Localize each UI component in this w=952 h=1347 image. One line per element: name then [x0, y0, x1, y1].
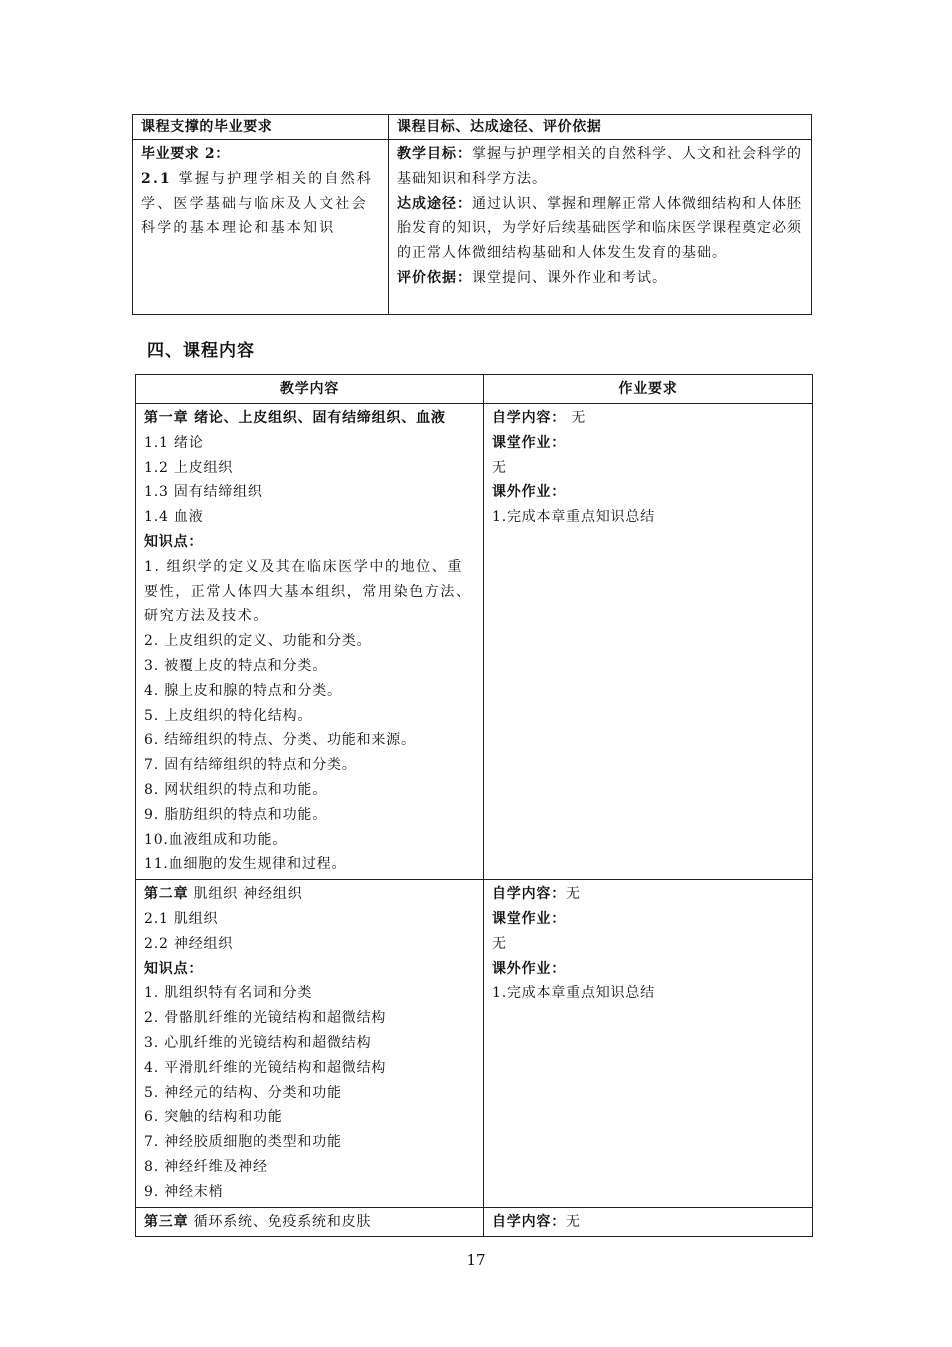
section-title: 四、课程内容	[147, 341, 255, 361]
achievement-path	[397, 192, 803, 266]
chapter-2-title-label: 第二章	[144, 886, 189, 903]
chapter-3-row	[136, 1207, 813, 1237]
header-cell-homework: 作业要求	[484, 375, 813, 404]
topic-item: 1.3 固有结缔组织	[144, 484, 263, 501]
self-study-value: 无	[566, 1213, 581, 1230]
homework-label: 课外作业：	[492, 960, 566, 977]
teaching-goal	[397, 142, 803, 192]
requirement-item-number: 2.1	[141, 170, 172, 187]
knowledge-point: 2. 上皮组织的定义、功能和分类。	[144, 633, 372, 650]
chapter-2-title	[144, 882, 475, 907]
homework-value: 1.完成本章重点知识总结	[492, 509, 655, 526]
knowledge-point: 1. 肌组织特有名词和分类	[144, 985, 313, 1002]
knowledge-point: 9. 脂肪组织的特点和功能。	[144, 806, 328, 823]
knowledge-point: 11.血细胞的发生规律和过程。	[144, 856, 347, 873]
requirement-item-text: 掌握与护理学相关的自然科学、医学基础与临床及人文社会科学的基本理论和基本知识	[141, 170, 374, 237]
knowledge-point: 6. 突触的结构和功能	[144, 1109, 283, 1126]
self-study-value: 无	[566, 886, 581, 903]
knowledge-point: 1. 组织学的定义及其在临床医学中的地位、重要性，正常人体四大基本组织，常用染色方法、研究方法及技术。	[144, 558, 472, 625]
self-study	[492, 882, 804, 907]
homework-label: 课外作业：	[492, 484, 566, 501]
classwork-value: 无	[492, 935, 507, 952]
requirement-cell	[133, 140, 389, 315]
self-study	[492, 1210, 804, 1235]
self-study-label: 自学内容：	[492, 886, 566, 903]
classwork-label: 课堂作业：	[492, 434, 566, 451]
knowledge-point: 2. 骨骼肌纤维的光镜结构和超微结构	[144, 1010, 387, 1027]
evaluation-basis	[397, 266, 803, 291]
header-cell-objectives: 课程目标、达成途径、评价依据	[389, 115, 812, 140]
table-header-row	[136, 375, 813, 404]
homework-value: 1.完成本章重点知识总结	[492, 985, 655, 1002]
knowledge-point: 4. 腺上皮和腺的特点和分类。	[144, 682, 342, 699]
header-cell-content: 教学内容	[136, 375, 484, 404]
chapter-2-title-text: 肌组织 神经组织	[188, 886, 303, 903]
knowledge-point: 9. 神经末梢	[144, 1183, 224, 1200]
teaching-goal-text: 掌握与护理学相关的自然科学、人文和社会科学的基础知识和科学方法。	[397, 146, 802, 187]
chapter-3-title-text: 循环系统、免疫系统和皮肤	[188, 1213, 372, 1230]
topic-item: 2.1 肌组织	[144, 910, 219, 927]
chapter-1-content	[136, 404, 484, 880]
classwork-value: 无	[492, 459, 507, 476]
chapter-1-row	[136, 404, 813, 880]
course-content-table	[135, 374, 813, 1237]
self-study-label: 自学内容：	[492, 410, 566, 426]
classwork-label: 课堂作业：	[492, 910, 566, 927]
header-cell-requirement: 课程支撑的毕业要求	[133, 115, 389, 140]
knowledge-point: 5. 上皮组织的特化结构。	[144, 707, 313, 724]
chapter-2-row	[136, 880, 813, 1207]
knowledge-point: 10.血液组成和功能。	[144, 831, 288, 848]
knowledge-point: 3. 被覆上皮的特点和分类。	[144, 657, 328, 674]
graduation-requirements-table	[132, 114, 812, 315]
requirement-title: 毕业要求 2：	[141, 146, 230, 162]
knowledge-point: 8. 网状组织的特点和功能。	[144, 781, 328, 798]
knowledge-point: 5. 神经元的结构、分类和功能	[144, 1084, 342, 1101]
knowledge-point: 7. 神经胶质细胞的类型和功能	[144, 1134, 342, 1151]
knowledge-points-label: 知识点：	[144, 533, 204, 550]
requirement-item	[141, 167, 380, 241]
evaluation-basis-label: 评价依据：	[397, 269, 472, 286]
chapter-3-homework	[484, 1207, 813, 1237]
page-number: 17	[466, 1251, 486, 1269]
topic-item: 2.2 神经组织	[144, 935, 234, 952]
self-study-label: 自学内容：	[492, 1213, 566, 1230]
topic-item: 1.4 血液	[144, 509, 204, 526]
chapter-2-content	[136, 880, 484, 1207]
self-study	[492, 406, 804, 431]
chapter-2-homework	[484, 880, 813, 1207]
knowledge-point: 3. 心肌纤维的光镜结构和超微结构	[144, 1034, 372, 1051]
chapter-3-title-label: 第三章	[144, 1213, 189, 1230]
objectives-cell	[389, 140, 812, 315]
chapter-1-title: 第一章 绪论、上皮组织、固有结缔组织、血液	[144, 410, 446, 426]
table-row	[133, 140, 812, 315]
chapter-1-homework	[484, 404, 813, 880]
knowledge-point: 6. 结缔组织的特点、分类、功能和来源。	[144, 732, 416, 749]
achievement-path-label: 达成途径：	[397, 195, 472, 212]
achievement-path-text: 通过认识、掌握和理解正常人体微细结构和人体胚胎发育的知识，为学好后续基础医学和临床医学课程奠定必须的正常人体微细结构基础和人体发生发育的基础。	[397, 195, 802, 262]
topic-item: 1.2 上皮组织	[144, 459, 234, 476]
topic-item: 1.1 绪论	[144, 434, 204, 451]
self-study-value: 无	[566, 410, 587, 426]
chapter-3-title	[144, 1210, 475, 1235]
knowledge-point: 8. 神经纤维及神经	[144, 1158, 268, 1175]
teaching-goal-label: 教学目标：	[397, 146, 472, 162]
knowledge-points-label: 知识点：	[144, 960, 204, 977]
knowledge-point: 7. 固有结缔组织的特点和分类。	[144, 757, 357, 774]
knowledge-point: 4. 平滑肌纤维的光镜结构和超微结构	[144, 1059, 387, 1076]
evaluation-basis-text: 课堂提问、课外作业和考试。	[472, 269, 667, 286]
chapter-3-content	[136, 1207, 484, 1237]
table-header-row	[133, 115, 812, 140]
